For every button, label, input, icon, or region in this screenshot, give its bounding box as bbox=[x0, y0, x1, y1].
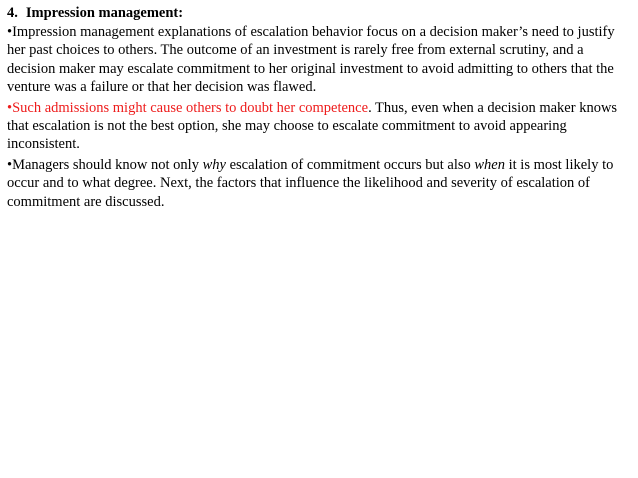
section-title: Impression management: bbox=[25, 5, 184, 21]
paragraph-3-part-3: it is most likely to occur and to what degree. Next, the factors that influence the likelihood and severity of escalation of commitment are discussed. bbox=[7, 156, 614, 210]
paragraph-3 bbox=[7, 156, 633, 211]
paragraph-1 bbox=[7, 23, 633, 97]
emphasis-when: when bbox=[474, 156, 505, 173]
paragraph-3-part-1: •Managers should know not only bbox=[7, 156, 203, 173]
paragraph-1-text: •Impression management explanations of escalation behavior focus on a decision maker’s need to justify her past choices to others. The outcome of an investment is rarely free from external scrutiny, and a decision maker may escalate commitment to her original investment to avoid admitting to others that the venture was a failure or that her decision was flawed. bbox=[7, 24, 615, 96]
slide-content bbox=[7, 4, 633, 213]
section-heading bbox=[7, 4, 633, 22]
emphasis-why: why bbox=[202, 156, 226, 173]
highlighted-sentence: •Such admissions might cause others to doubt her competence bbox=[7, 99, 369, 116]
paragraph-2 bbox=[7, 99, 633, 154]
paragraph-2-text: . Thus, even when a decision maker knows that escalation is not the best option, she may choose to escalate commitment to avoid appearing inconsistent. bbox=[7, 99, 618, 153]
section-number: 4. bbox=[7, 5, 18, 21]
paragraph-3-part-2: escalation of commitment occurs but also bbox=[225, 156, 475, 173]
